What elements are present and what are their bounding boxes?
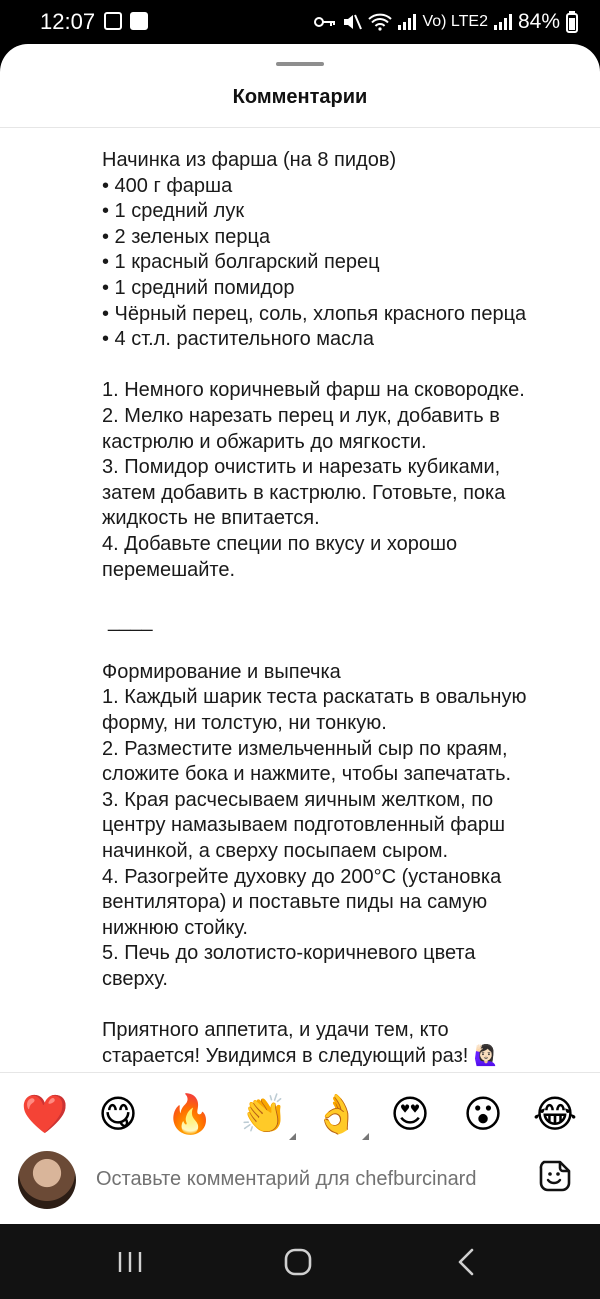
gallery-notification-icon — [104, 12, 122, 30]
system-navigation-bar — [0, 1224, 600, 1299]
comment-line: • 1 средний помидор — [102, 276, 295, 299]
reaction-heart-eyes-icon[interactable] — [386, 1090, 434, 1138]
comment-line: форму, ни толстую, ни тонкую. — [102, 712, 387, 735]
reaction-glyph: 😂 — [532, 1092, 578, 1136]
comment-line: Начинка из фарша (на 8 пидов) — [102, 149, 397, 171]
notification-icons — [104, 12, 148, 30]
comment-line: 2. Мелко нарезать перец и лук, добавить в — [102, 404, 500, 427]
title-divider — [0, 127, 600, 128]
comment-line: 4. Добавьте специи по вкусу и хорошо — [102, 532, 458, 555]
reaction-glyph: 👌 — [313, 1092, 361, 1136]
battery-icon — [566, 11, 578, 33]
reaction-glyph: 😍 — [390, 1092, 430, 1136]
comment-line: Приятного аппетита, и удачи тем, кто — [102, 1019, 449, 1042]
comment-line: 1. Немного коричневый фарш на сковородке. — [102, 379, 525, 402]
reaction-glyph: 👏 — [240, 1092, 288, 1136]
reaction-glyph: 😋 — [98, 1092, 138, 1136]
avatar — [18, 1151, 76, 1209]
reaction-glyph: 😮 — [463, 1092, 503, 1136]
comment-line: • 400 г фарша — [102, 174, 233, 197]
comment-line: затем добавить в кастрюлю. Готовьте, пока — [102, 481, 506, 504]
comment-line: 1. Каждый шарик теста раскатать в овальную — [102, 686, 527, 709]
comment-line: 2. Разместите измельченный сыр по краям, — [102, 737, 508, 760]
blank-line — [102, 353, 582, 379]
reaction-clapping-hands-icon[interactable] — [240, 1090, 288, 1138]
comment-line: начинкой, а сверху посыпаем сыром. — [102, 840, 449, 863]
comment-line: старается! Увидимся в следующий раз! 🙋🏻‍♀️ — [102, 1044, 499, 1067]
reaction-fire-icon[interactable] — [166, 1090, 214, 1138]
reaction-glyph: 🔥 — [166, 1092, 214, 1136]
reaction-surprised-face-icon[interactable] — [459, 1090, 507, 1138]
comment-line: Формирование и выпечка — [102, 660, 341, 683]
key-icon — [314, 15, 336, 29]
back-icon[interactable] — [446, 1244, 486, 1280]
drag-handle[interactable] — [276, 62, 324, 66]
status-time: 12:07 — [40, 9, 96, 34]
comment-text — [102, 148, 582, 1070]
comment-line: • 2 зеленых перца — [102, 225, 271, 248]
comment-line: кастрюлю и обжарить до мягкости. — [102, 430, 427, 453]
comment-input[interactable] — [96, 1164, 526, 1194]
comment-line: вентилятора) и поставьте пиды на самую — [102, 891, 488, 914]
comment-line: 5. Печь до золотисто-коричневого цвета — [102, 942, 476, 965]
reaction-ok-hand-icon[interactable] — [313, 1090, 361, 1138]
comment-line: нижнюю стойку. — [102, 916, 248, 939]
comment-line: • Чёрный перец, соль, хлопья красного перца — [102, 302, 527, 325]
reaction-heart-icon[interactable] — [21, 1090, 69, 1138]
comment-line: перемешайте. — [102, 558, 236, 581]
blank-line — [102, 583, 582, 609]
comment-line: 4. Разогрейте духовку до 200°C (установка — [102, 865, 502, 888]
network-label: Vo) LTE2 — [422, 13, 488, 30]
checkbox-notification-icon — [130, 12, 148, 30]
sheet-title: Комментарии — [232, 86, 368, 108]
comment-composer — [0, 1144, 600, 1224]
system-icons — [314, 10, 578, 34]
comment-line: • 1 красный болгарский перец — [102, 251, 380, 274]
blank-line — [102, 993, 582, 1019]
home-icon[interactable] — [278, 1244, 318, 1280]
comment-line: • 4 ст.л. растительного масла — [102, 328, 374, 351]
quick-reactions-bar — [0, 1080, 600, 1144]
skin-tone-indicator-icon — [362, 1133, 369, 1140]
signal-icon — [398, 14, 416, 30]
battery-percent: 84% — [517, 10, 560, 33]
recent-apps-icon[interactable] — [110, 1244, 150, 1280]
comment-line: ____ — [108, 609, 153, 632]
skin-tone-indicator-icon — [289, 1133, 296, 1140]
blank-line — [102, 634, 582, 660]
signal-icon-2 — [494, 14, 512, 30]
comment-line: 3. Края расчесываем яичным желтком, по — [102, 788, 494, 811]
sticker-icon[interactable] — [538, 1159, 572, 1193]
wifi-icon — [368, 13, 392, 31]
reaction-yum-face-icon[interactable] — [94, 1090, 142, 1138]
mute-icon — [342, 13, 362, 31]
comment-line: жидкость не впитается. — [102, 507, 320, 530]
comment-line: сверху. — [102, 968, 168, 990]
comment-line: сложите бока и нажмите, чтобы запечатать. — [102, 763, 512, 786]
reaction-tears-of-joy-icon[interactable] — [531, 1090, 579, 1138]
comments-sheet — [0, 44, 600, 1224]
comment-line: 3. Помидор очистить и нарезать кубиками, — [102, 456, 501, 479]
comment-line: • 1 средний лук — [102, 200, 245, 223]
comment-line: центру намазываем подготовленный фарш — [102, 814, 506, 837]
reaction-divider — [0, 1072, 600, 1073]
reaction-glyph: ❤️ — [21, 1092, 69, 1136]
status-bar — [0, 0, 600, 44]
